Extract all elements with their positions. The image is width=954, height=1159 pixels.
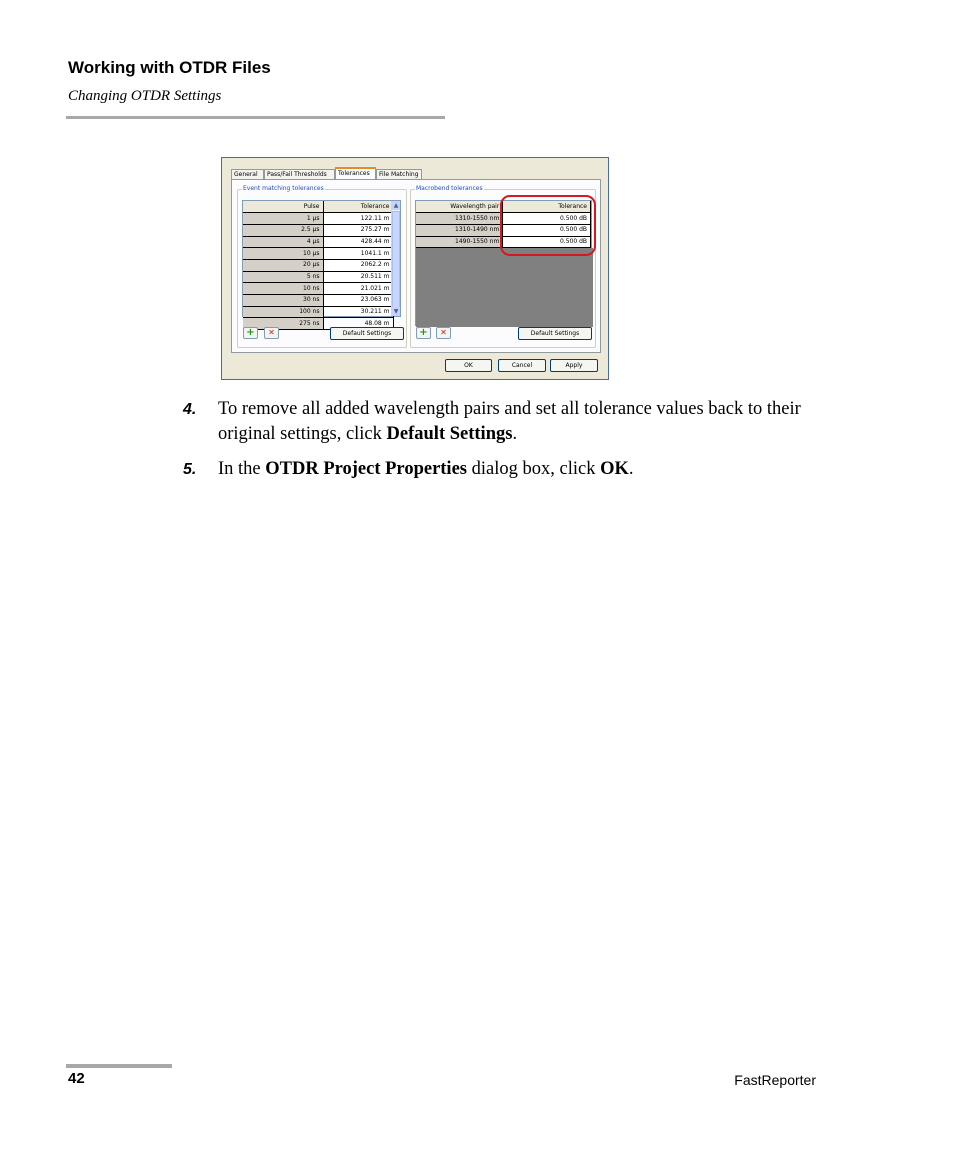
tolerance-cell[interactable]: 20.511 m bbox=[323, 271, 393, 283]
wavelength-pair-cell: 1310-1550 nm bbox=[416, 213, 503, 225]
plus-icon: + bbox=[419, 327, 428, 338]
event-tolerance-grid[interactable] bbox=[242, 200, 401, 327]
table-row[interactable] bbox=[243, 271, 393, 283]
tolerance-cell[interactable]: 122.11 m bbox=[323, 213, 393, 225]
step-text: To remove all added wavelength pairs and set all tolerance values back to their original settings, click Default Settings. bbox=[218, 399, 801, 444]
table-row[interactable] bbox=[243, 224, 393, 236]
tolerance-cell[interactable]: 0.500 dB bbox=[503, 236, 591, 248]
tolerance-cell[interactable]: 23.063 m bbox=[323, 295, 393, 307]
delete-wavelength-pair-button[interactable] bbox=[436, 327, 451, 339]
tolerance-cell[interactable]: 21.021 m bbox=[323, 283, 393, 295]
tolerance-cell[interactable]: 0.500 dB bbox=[503, 224, 591, 236]
wavelength-pair-cell: 1310-1490 nm bbox=[416, 224, 503, 236]
ok-button[interactable]: OK bbox=[445, 359, 492, 372]
pulse-cell: 100 ns bbox=[243, 306, 323, 318]
otdr-properties-screenshot bbox=[221, 157, 609, 380]
close-icon: ✕ bbox=[268, 328, 275, 337]
tolerance-cell[interactable]: 275.27 m bbox=[323, 224, 393, 236]
tolerance-cell[interactable]: 0.500 dB bbox=[503, 213, 591, 225]
footer-rule bbox=[66, 1064, 172, 1068]
tab-tolerances[interactable]: Tolerances bbox=[335, 167, 376, 179]
pulse-cell: 20 µs bbox=[243, 259, 323, 271]
tab-general[interactable]: General bbox=[231, 169, 264, 179]
pulse-cell: 30 ns bbox=[243, 295, 323, 307]
event-default-settings-button[interactable]: Default Settings bbox=[330, 327, 404, 340]
tolerance-cell[interactable]: 48.08 m bbox=[323, 318, 393, 330]
cancel-button[interactable]: Cancel bbox=[498, 359, 546, 372]
add-row-button[interactable] bbox=[243, 327, 258, 339]
macrobend-default-settings-button[interactable]: Default Settings bbox=[518, 327, 592, 340]
page-number: 42 bbox=[68, 1070, 85, 1087]
pulse-cell: 5 ns bbox=[243, 271, 323, 283]
product-name: FastReporter bbox=[734, 1072, 816, 1088]
pulse-cell: 10 µs bbox=[243, 248, 323, 260]
table-row[interactable] bbox=[243, 259, 393, 271]
plus-icon: + bbox=[246, 327, 255, 338]
column-header-pulse[interactable]: Pulse bbox=[243, 201, 323, 213]
table-row[interactable] bbox=[243, 295, 393, 307]
table-row[interactable] bbox=[243, 236, 393, 248]
event-matching-group bbox=[237, 185, 407, 348]
delete-row-button[interactable] bbox=[264, 327, 279, 339]
pulse-cell: 4 µs bbox=[243, 236, 323, 248]
scroll-down-icon[interactable]: ▼ bbox=[393, 308, 399, 315]
table-row[interactable] bbox=[243, 213, 393, 225]
pulse-cell: 275 ns bbox=[243, 318, 323, 330]
table-row[interactable] bbox=[243, 283, 393, 295]
running-header-title: Working with OTDR Files bbox=[68, 58, 271, 77]
grid-header-row bbox=[243, 201, 393, 213]
tab-pass-fail-thresholds[interactable]: Pass/Fail Thresholds bbox=[264, 169, 335, 179]
column-header-tolerance[interactable]: Tolerance bbox=[503, 201, 591, 213]
apply-button[interactable]: Apply bbox=[550, 359, 598, 372]
column-header-wavelength-pair[interactable]: Wavelength pair bbox=[416, 201, 503, 213]
event-matching-legend: Event matching tolerances bbox=[243, 185, 324, 192]
header-rule bbox=[66, 116, 445, 119]
tolerance-cell[interactable]: 1041.1 m bbox=[323, 248, 393, 260]
macrobend-legend: Macrobend tolerances bbox=[416, 185, 483, 192]
close-icon: ✕ bbox=[440, 328, 447, 337]
tolerance-cell[interactable]: 2062.2 m bbox=[323, 259, 393, 271]
tolerance-cell[interactable]: 30.211 m bbox=[323, 306, 393, 318]
running-header-subtitle: Changing OTDR Settings bbox=[68, 88, 222, 104]
column-header-tolerance[interactable]: Tolerance bbox=[323, 201, 393, 213]
tolerance-cell[interactable]: 428.44 m bbox=[323, 236, 393, 248]
pulse-cell: 1 µs bbox=[243, 213, 323, 225]
step-text: In the OTDR Project Properties dialog box, click OK. bbox=[218, 459, 634, 479]
add-wavelength-pair-button[interactable] bbox=[416, 327, 431, 339]
scroll-up-icon[interactable]: ▲ bbox=[393, 202, 399, 209]
pulse-cell: 10 ns bbox=[243, 283, 323, 295]
tolerance-highlight-annotation bbox=[500, 195, 596, 256]
table-row[interactable] bbox=[243, 248, 393, 260]
pulse-cell: 2.5 µs bbox=[243, 224, 323, 236]
vertical-scrollbar[interactable] bbox=[391, 201, 400, 316]
tab-file-matching[interactable]: File Matching bbox=[376, 169, 422, 179]
wavelength-pair-cell: 1490-1550 nm bbox=[416, 236, 503, 248]
scroll-thumb[interactable] bbox=[392, 211, 400, 316]
step-number: 5. bbox=[183, 461, 197, 478]
step-number: 4. bbox=[183, 401, 197, 418]
table-row[interactable] bbox=[243, 306, 393, 318]
empty-grid-area bbox=[416, 248, 593, 327]
